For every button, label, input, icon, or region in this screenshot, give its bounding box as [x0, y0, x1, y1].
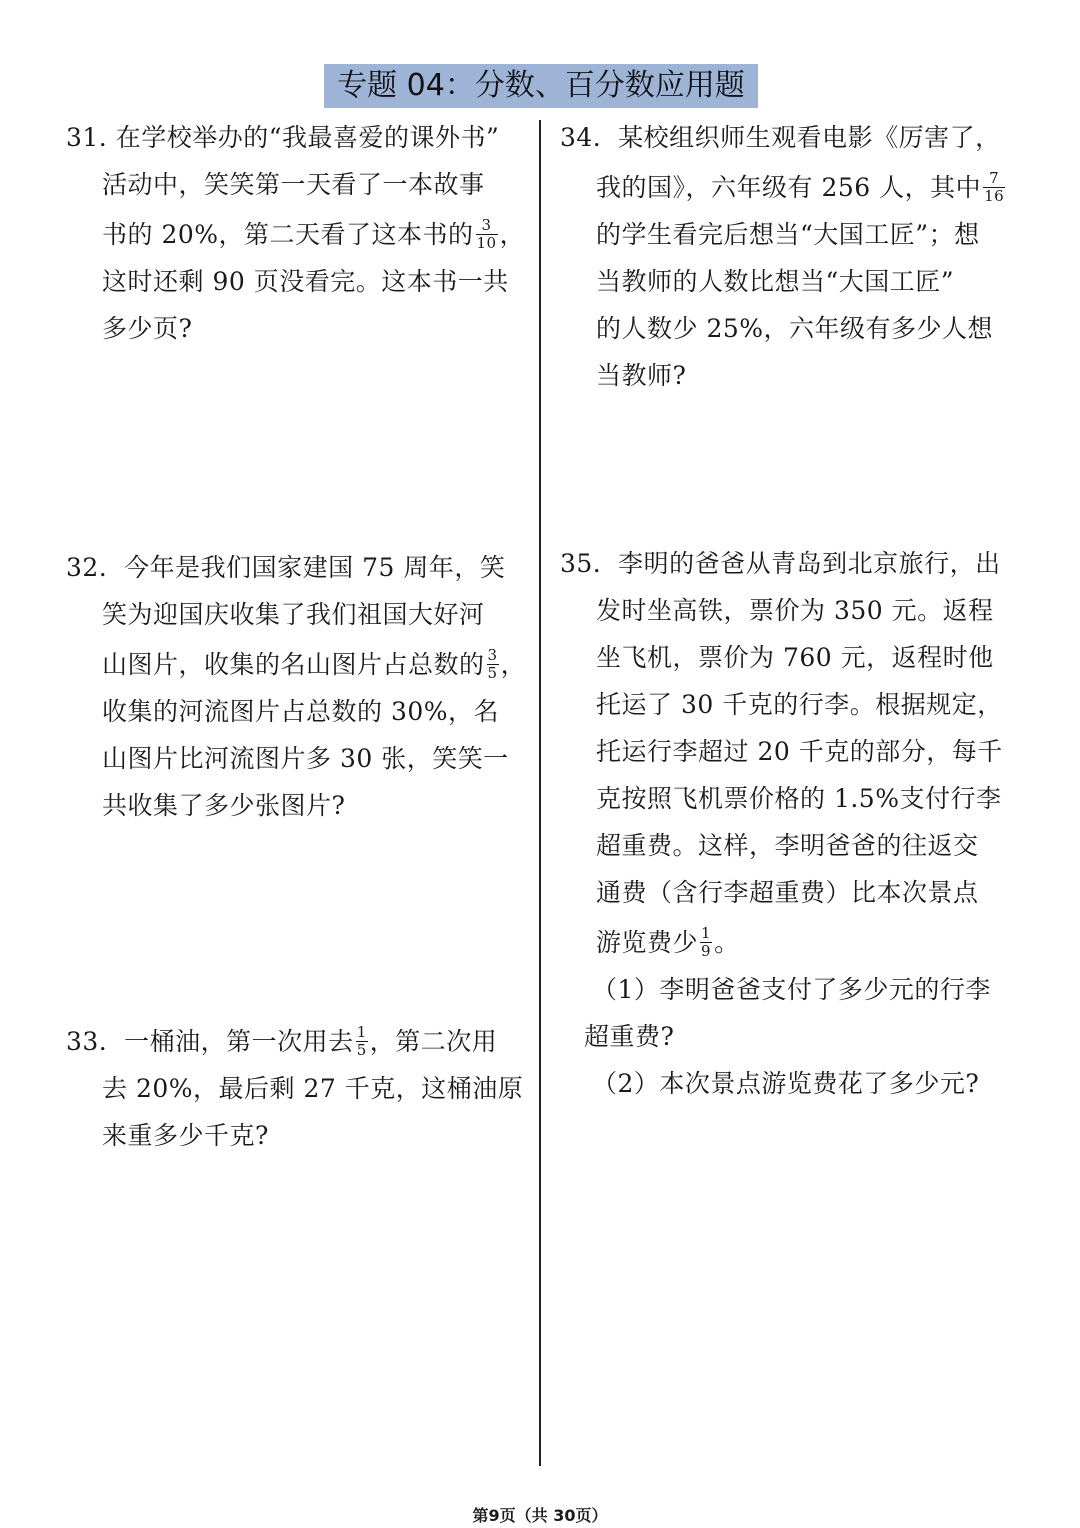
problem-35-line-3: 坐飞机，票价为 760 元，返程时他 — [596, 643, 994, 672]
problem-35-line-7: 超重费。这样，李明爸爸的往返交 — [596, 831, 979, 860]
problem-34-number: 34. — [560, 123, 602, 152]
problem-31-line-1: 31. 在学校举办的“我最喜爱的课外书” — [66, 114, 525, 161]
problem-34-line-6: 当教师? — [596, 361, 687, 390]
problem-32-line-2: 笑为迎国庆收集了我们祖国大好河 — [102, 600, 485, 629]
problem-34-line-3: 的学生看完后想当“大国工匠”；想 — [596, 220, 980, 249]
problem-35-line-9: 游览费少 $\frac{1}{9}$ 。 — [596, 924, 740, 960]
column-divider — [539, 120, 541, 1466]
problem-35-line-2: 发时坐高铁，票价为 350 元。返程 — [596, 596, 994, 625]
problem-31 — [66, 114, 525, 352]
problem-32-line-3: 山图片，收集的名山图片占总数的 $\frac{3}{5}$ ， — [102, 646, 527, 682]
problem-35-line-8: 通费（含行李超重费）比本次景点 — [596, 878, 979, 907]
problem-35-line-5: 托运行李超过 20 千克的部分，每千 — [596, 737, 1003, 766]
problem-34-line-5: 的人数少 25%，六年级有多少人想 — [596, 314, 994, 343]
problem-31-line-5: 多少页? — [102, 314, 193, 343]
fraction-7-16: $\frac{7}{16}$ — [984, 169, 1005, 205]
problem-34-line-1: 34. 某校组织师生观看电影《厉害了， — [560, 114, 1007, 161]
problem-31-line-2: 活动中，笑笑第一天看了一本故事 — [102, 170, 485, 199]
problem-35-line-1: 35. 李明的爸爸从青岛到北京旅行，出 — [560, 540, 1003, 587]
problem-35-question-1: （1）李明爸爸支付了多少元的行李 — [592, 975, 991, 1004]
problem-33 — [66, 1018, 523, 1159]
problem-33-number: 33. — [66, 1027, 108, 1056]
problem-35-question-1-cont: 超重费? — [584, 1022, 675, 1051]
problem-33-line-2: 去 20%，最后剩 27 千克，这桶油原 — [102, 1074, 524, 1103]
problem-31-number: 31. — [66, 123, 108, 152]
page-footer: 第9页（共 30页） — [472, 1506, 608, 1525]
problem-34-line-4: 当教师的人数比想当“大国工匠” — [596, 267, 955, 296]
problem-32 — [66, 544, 526, 829]
problem-31-line-3: 书的 20%，第二天看了这本书的 $\frac{3}{10}$ ， — [102, 216, 526, 252]
problem-33-line-3: 来重多少千克? — [102, 1121, 269, 1150]
page-title: 专题 04：分数、百分数应用题 — [324, 64, 758, 108]
problem-32-line-6: 共收集了多少张图片? — [102, 791, 346, 820]
problem-35-question-2: （2）本次景点游览费花了多少元? — [592, 1069, 980, 1098]
problem-35 — [560, 540, 1003, 1107]
problem-34 — [560, 114, 1007, 399]
problem-35-line-4: 托运了 30 千克的行李。根据规定， — [596, 690, 1003, 719]
fraction-3-5: $\frac{3}{5}$ — [487, 646, 498, 682]
problem-32-line-1: 32. 今年是我们国家建国 75 周年，笑 — [66, 544, 526, 591]
fraction-1-5: $\frac{1}{5}$ — [356, 1023, 367, 1059]
problem-35-line-6: 克按照飞机票价格的 1.5%支付行李 — [596, 784, 1002, 813]
fraction-1-9: $\frac{1}{9}$ — [701, 924, 712, 960]
problem-33-line-1: 33. 一桶油，第一次用去 $\frac{1}{5}$ ，第二次用 — [66, 1018, 523, 1065]
fraction-3-10: $\frac{3}{10}$ — [476, 216, 497, 252]
problem-35-number: 35. — [560, 549, 602, 578]
problem-32-line-4: 收集的河流图片占总数的 30%，名 — [102, 697, 500, 726]
problem-31-line-4: 这时还剩 90 页没看完。这本书一共 — [102, 267, 509, 296]
problem-32-line-5: 山图片比河流图片多 30 张，笑笑一 — [102, 744, 509, 773]
problem-32-number: 32. — [66, 553, 108, 582]
problem-34-line-2: 我的国》，六年级有 256 人，其中 $\frac{7}{16}$ — [596, 169, 1005, 205]
